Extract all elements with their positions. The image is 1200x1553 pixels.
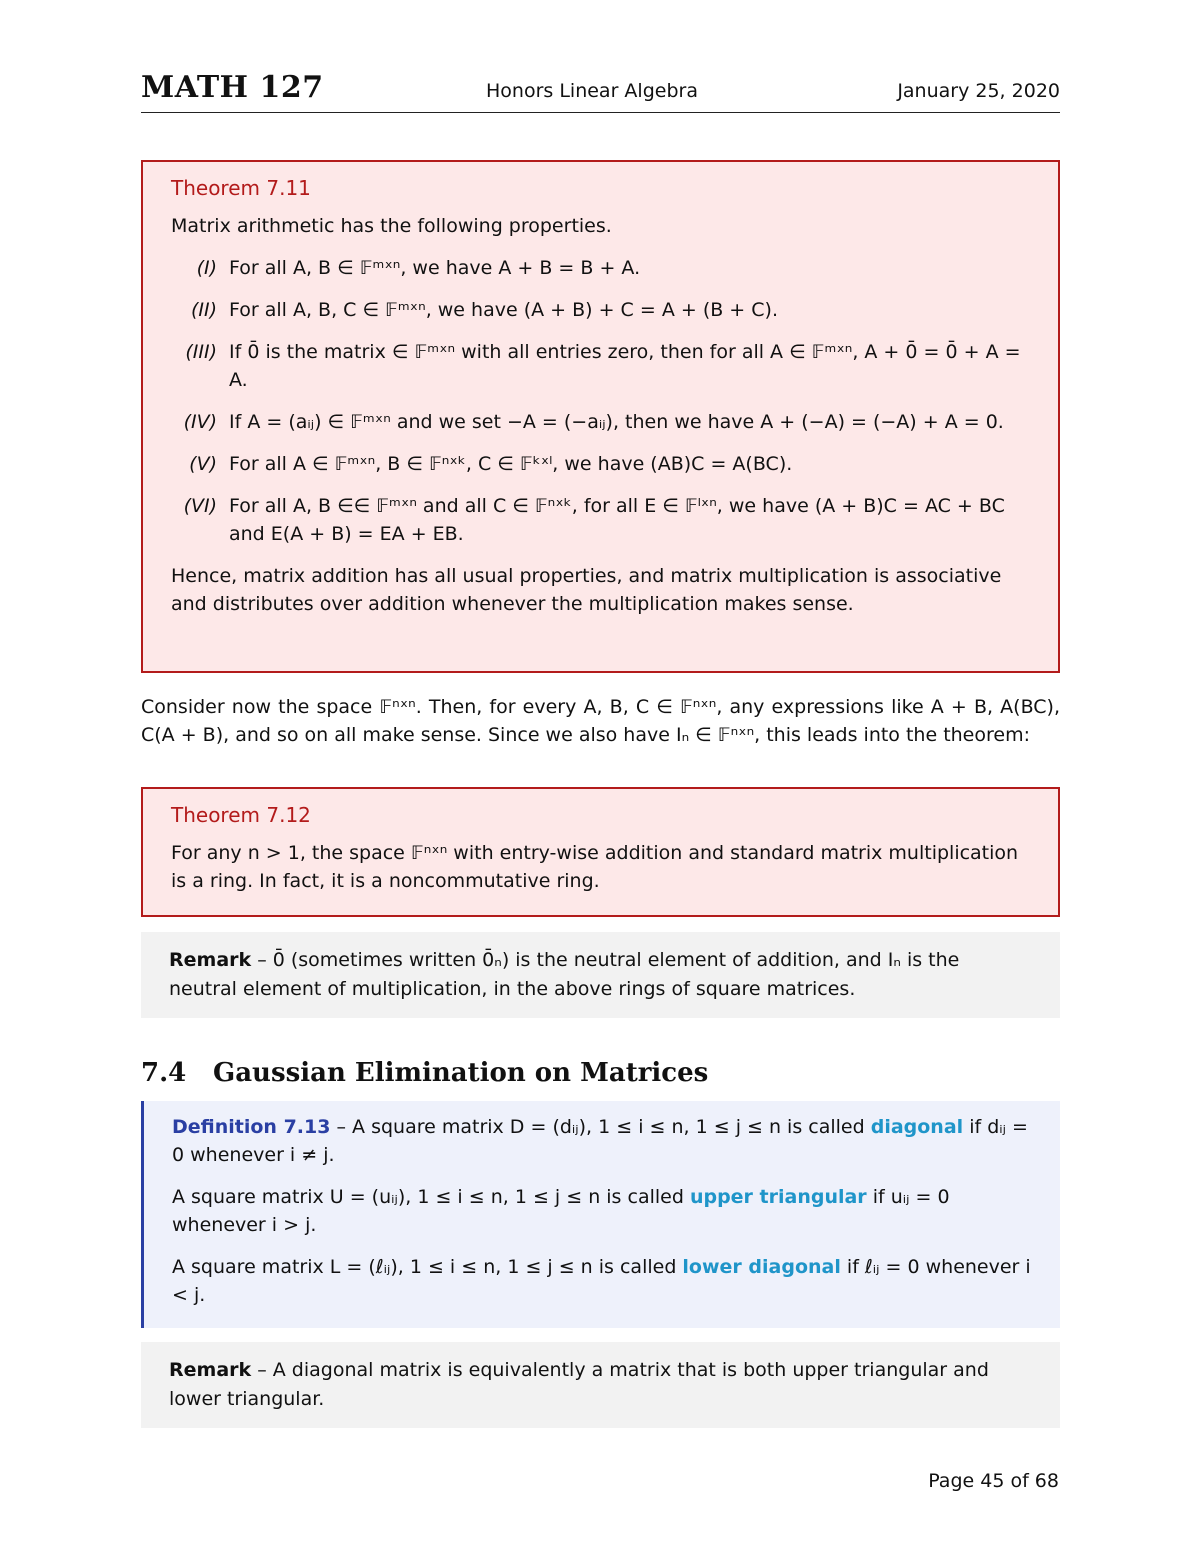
term-upper-triangular: upper triangular — [689, 1186, 867, 1208]
property-label: (V) — [189, 453, 217, 475]
property-text: If 0̄ is the matrix ∈ 𝔽ᵐˣⁿ with all entries zero, then for all A ∈ 𝔽ᵐˣⁿ, A + 0̄ = 0̄ + A = A. — [229, 341, 1021, 391]
property-label: (III) — [185, 341, 217, 363]
definition-text: A square matrix U = (uᵢⱼ), 1 ≤ i ≤ n, 1 ≤ j ≤ n is called — [172, 1186, 690, 1208]
property-item — [171, 492, 1030, 548]
theorem-7-11-box — [141, 160, 1060, 673]
remark-text: – 0̄ (sometimes written 0̄ₙ) is the neutral element of addition, and Iₙ is the neutral element of multiplication, in the above rings of square matrices. — [169, 949, 960, 1000]
definition-text: A square matrix L = (ℓᵢⱼ), 1 ≤ i ≤ n, 1 ≤ j ≤ n is called — [172, 1256, 683, 1278]
term-lower-diagonal: lower diagonal — [682, 1256, 841, 1278]
course-subject: Honors Linear Algebra — [486, 80, 698, 102]
term-diagonal: diagonal — [870, 1116, 964, 1138]
remark-text: – A diagonal matrix is equivalently a matrix that is both upper triangular and lower triangular. — [169, 1359, 989, 1410]
remark-box — [141, 932, 1060, 1018]
definition-paragraph — [172, 1183, 1032, 1239]
property-item — [171, 296, 1030, 324]
body-paragraph: Consider now the space 𝔽ⁿˣⁿ. Then, for every A, B, C ∈ 𝔽ⁿˣⁿ, any expressions like A + B, A(BC), C(A + B), and so on all make sense. Since we also have Iₙ ∈ 𝔽ⁿˣⁿ, this leads into the theorem: — [141, 696, 1060, 746]
header-date: January 25, 2020 — [897, 80, 1060, 102]
theorem-title: Theorem 7.11 — [171, 176, 311, 200]
definition-text: if dᵢⱼ = 0 whenever i ≠ j. — [172, 1116, 1028, 1166]
remark-box — [141, 1342, 1060, 1428]
definition-text: if uᵢⱼ = 0 whenever i > j. — [172, 1186, 950, 1236]
property-text: For all A ∈ 𝔽ᵐˣⁿ, B ∈ 𝔽ⁿˣᵏ, C ∈ 𝔽ᵏˣˡ, we have (AB)C = A(BC). — [229, 453, 793, 475]
section-number: 7.4 — [141, 1058, 187, 1088]
definition-text: – A square matrix D = (dᵢⱼ), 1 ≤ i ≤ n, 1 ≤ j ≤ n is called — [330, 1116, 871, 1138]
property-label: (I) — [196, 257, 217, 279]
property-label: (VI) — [183, 495, 217, 517]
property-text: If A = (aᵢⱼ) ∈ 𝔽ᵐˣⁿ and we set −A = (−aᵢⱼ), then we have A + (−A) = (−A) + A = 0. — [229, 411, 1004, 433]
section-title: Gaussian Elimination on Matrices — [213, 1058, 709, 1088]
definition-paragraph — [172, 1113, 1032, 1169]
theorem-7-12-box — [141, 787, 1060, 917]
theorem-intro: Matrix arithmetic has the following properties. — [171, 215, 612, 237]
page-header — [141, 70, 1060, 113]
definition-title: Definition 7.13 — [172, 1116, 331, 1138]
remark-label: Remark — [169, 949, 252, 971]
property-text: For all A, B, C ∈ 𝔽ᵐˣⁿ, we have (A + B) + C = A + (B + C). — [229, 299, 778, 321]
section-heading — [141, 1058, 708, 1088]
property-text: For all A, B ∈ 𝔽ᵐˣⁿ, we have A + B = B + A. — [229, 257, 641, 279]
theorem-conclusion: Hence, matrix addition has all usual properties, and matrix multiplication is associative and distributes over addition whenever the multiplication makes sense. — [171, 565, 1002, 615]
property-item — [171, 450, 1030, 478]
property-text: For all A, B ∈∈ 𝔽ᵐˣⁿ and all C ∈ 𝔽ⁿˣᵏ, for all E ∈ 𝔽ˡˣⁿ, we have (A + B)C = AC + BC and E(A + B) = EA + EB. — [229, 495, 1005, 545]
theorem-text: For any n > 1, the space 𝔽ⁿˣⁿ with entry-wise addition and standard matrix multiplication is a ring. In fact, it is a noncommutative ring. — [171, 842, 1019, 892]
definition-7-13-box — [141, 1101, 1060, 1328]
property-item — [171, 408, 1030, 436]
definition-paragraph — [172, 1253, 1032, 1309]
property-label: (II) — [190, 299, 217, 321]
property-item — [171, 254, 1030, 282]
course-title: MATH 127 — [141, 70, 324, 105]
theorem-title: Theorem 7.12 — [171, 803, 311, 827]
page-number: Page 45 of 68 — [928, 1470, 1059, 1492]
property-label: (IV) — [183, 411, 217, 433]
definition-text: if ℓᵢⱼ = 0 whenever i < j. — [172, 1256, 1031, 1306]
property-item — [171, 338, 1030, 394]
remark-label: Remark — [169, 1359, 252, 1381]
